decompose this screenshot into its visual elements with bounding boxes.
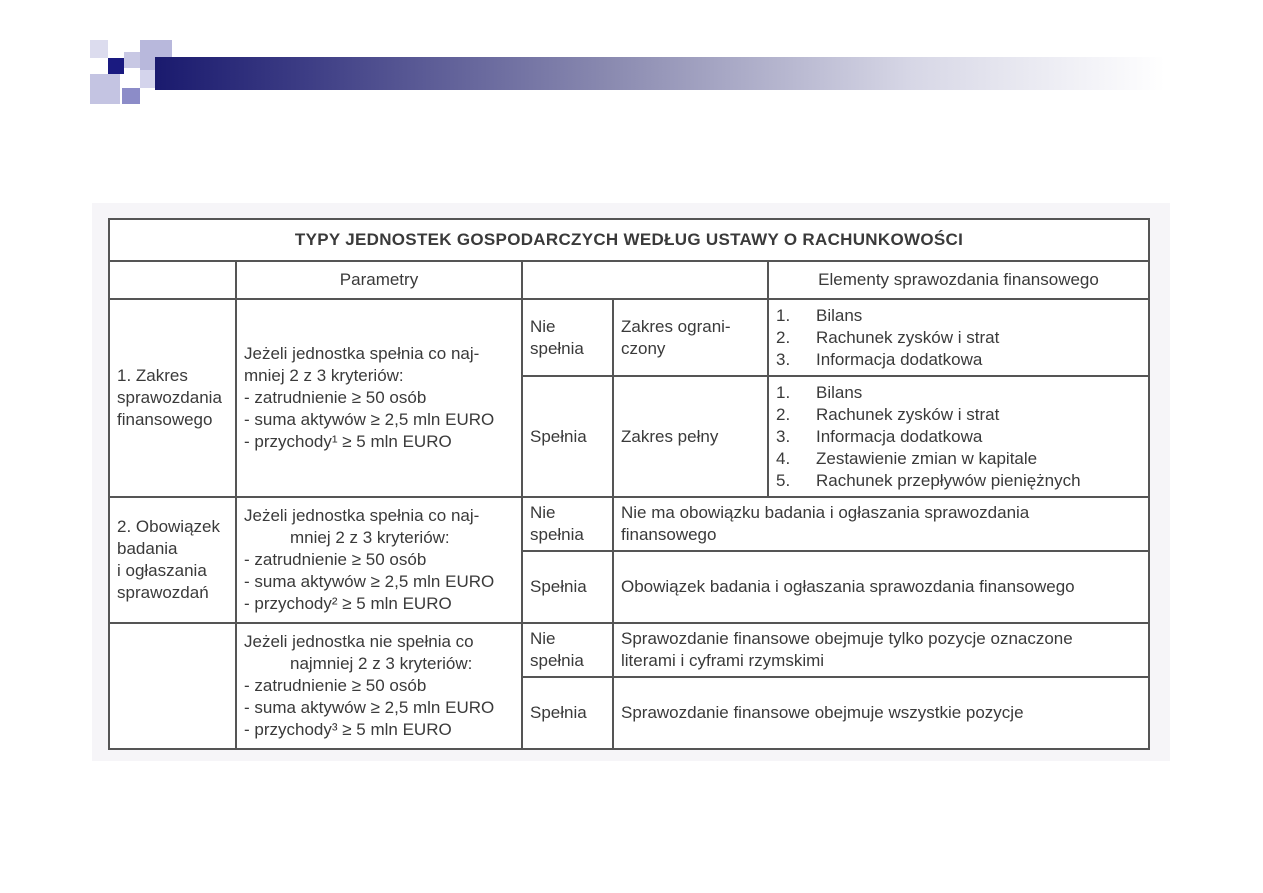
header-parametry: Parametry <box>236 261 522 299</box>
section3-result-nie: Sprawozdanie finansowe obejmuje tylko pozycje oznaczone literami i cyframi rzymskimi <box>613 623 1149 677</box>
header-empty-status <box>522 261 768 299</box>
list-item: 3. Informacja dodatkowa <box>776 426 983 446</box>
section2-result-nie: Nie ma obowiązku badania i ogłaszania sprawozdania finansowego <box>613 497 1149 551</box>
section1-items-full <box>768 376 1149 497</box>
table-title: TYPY JEDNOSTEK GOSPODARCZYCH WEDŁUG USTAWY O RACHUNKOWOŚCI <box>109 219 1149 261</box>
section3-criteria: Jeżeli jednostka nie spełnia co najmniej 2 z 3 kryteriów: - zatrudnienie ≥ 50 osób - suma aktywów ≥ 2,5 mln EURO - przychody³ ≥ 5 mln EURO <box>236 623 522 749</box>
header-elementy: Elementy sprawozdania finansowego <box>768 261 1149 299</box>
list-item: 4. Zestawienie zmian w kapitale <box>776 448 1038 468</box>
list-item: 2. Rachunek zysków i strat <box>776 404 1000 424</box>
section2-label: 2. Obowiązek badania i ogłaszania sprawozdań <box>109 497 236 623</box>
section2-status-nie: Nie spełnia <box>522 497 613 551</box>
section2-result-spelnia: Obowiązek badania i ogłaszania sprawozdania finansowego <box>613 551 1149 623</box>
list-item: 3. Informacja dodatkowa <box>776 349 983 369</box>
section1-scope-full: Zakres pełny <box>613 376 768 497</box>
section1-items-limited <box>768 299 1149 376</box>
section3-status-nie: Nie spełnia <box>522 623 613 677</box>
section3-label-empty <box>109 623 236 749</box>
section3-status-spelnia: Spełnia <box>522 677 613 749</box>
slide-title-bar <box>155 57 1165 90</box>
section3-result-spelnia: Sprawozdanie finansowe obejmuje wszystkie pozycje <box>613 677 1149 749</box>
section1-label: 1. Zakres sprawozdania finansowego <box>109 299 236 497</box>
list-item: 1. Bilans <box>776 305 863 325</box>
section1-criteria: Jeżeli jednostka spełnia co naj- mniej 2 z 3 kryteriów: - zatrudnienie ≥ 50 osób - suma aktywów ≥ 2,5 mln EURO - przychody¹ ≥ 5 mln EURO <box>236 299 522 497</box>
list-item: 2. Rachunek zysków i strat <box>776 327 1000 347</box>
entity-types-table <box>108 218 1150 750</box>
section2-status-spelnia: Spełnia <box>522 551 613 623</box>
section1-scope-limited: Zakres ograni- czony <box>613 299 768 376</box>
section2-criteria: Jeżeli jednostka spełnia co naj- mniej 2 z 3 kryteriów: - zatrudnienie ≥ 50 osób - suma aktywów ≥ 2,5 mln EURO - przychody² ≥ 5 mln EURO <box>236 497 522 623</box>
list-item: 1. Bilans <box>776 382 863 402</box>
section1-status-nie: Nie spełnia <box>522 299 613 376</box>
section1-status-spelnia: Spełnia <box>522 376 613 497</box>
list-item: 5. Rachunek przepływów pieniężnych <box>776 470 1081 490</box>
header-empty-cell <box>109 261 236 299</box>
